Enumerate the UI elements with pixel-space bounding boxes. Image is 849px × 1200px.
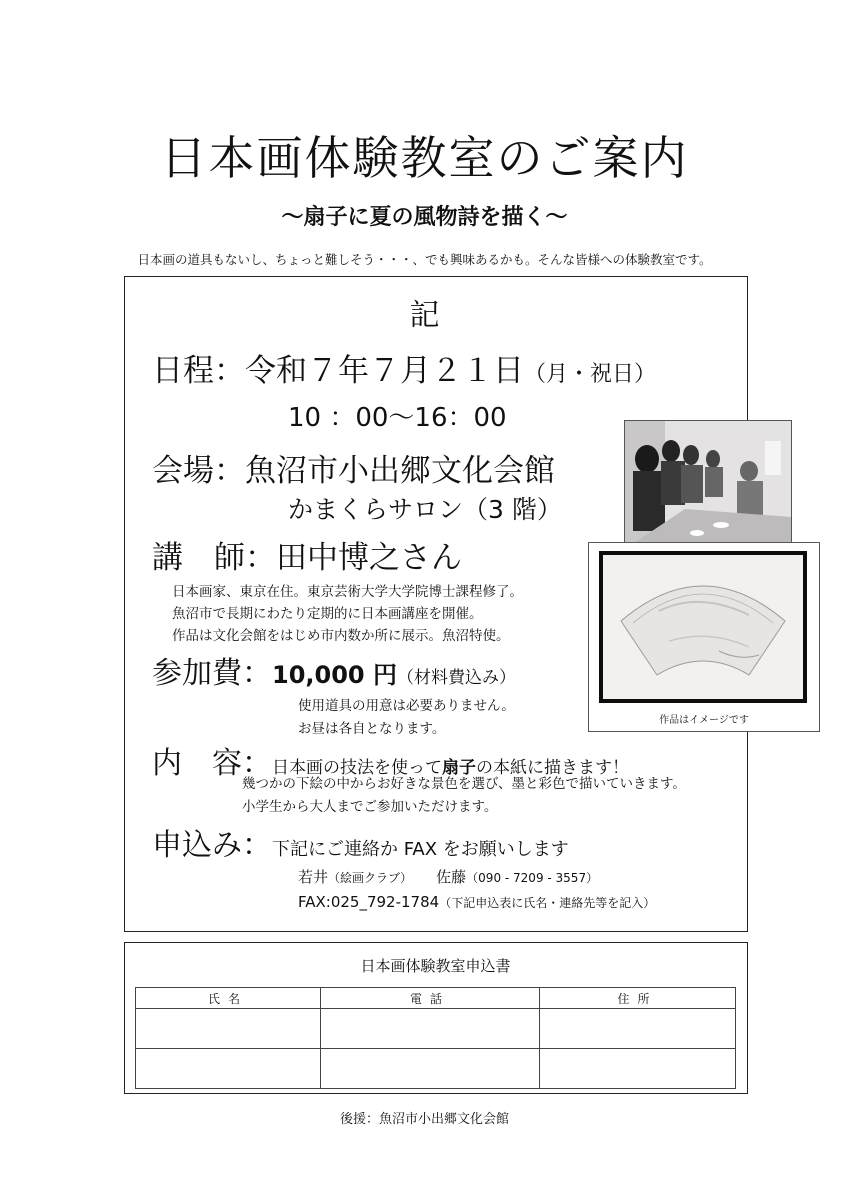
address-cell[interactable] (540, 1009, 736, 1049)
schedule-time: 10 ：00～16：00 (288, 403, 507, 433)
contact-name-2: 佐藤 (436, 868, 467, 886)
table-row (136, 1049, 736, 1089)
name-cell[interactable] (136, 1009, 321, 1049)
phone-cell[interactable] (321, 1049, 540, 1089)
contact-name: 若井 (298, 868, 329, 886)
phone-cell[interactable] (321, 1009, 540, 1049)
fee-label: 参加費： (152, 656, 272, 691)
artwork-photo (599, 551, 807, 703)
page-subtitle: ～扇子に夏の風物詩を描く～ (281, 205, 568, 230)
column-address: 住所 (540, 988, 736, 1009)
form-title: 日本画体験教室申込書 (360, 957, 511, 975)
venue-room: かまくらサロン（3 階） (288, 495, 562, 524)
content-detail: 小学生から大人までご参加いただけます。 (242, 799, 498, 815)
content-label: 内 容： (152, 746, 272, 781)
venue-label: 会場： (152, 453, 245, 489)
fee-row (152, 648, 516, 692)
content-text-pre: 日本画の技法を使って (272, 758, 442, 778)
fee-amount: 10,000 円 (272, 661, 397, 689)
fax-line (298, 893, 655, 911)
schedule-label: 日程： (152, 353, 245, 389)
lecturer-bio-line: 日本画家、東京在住。東京芸術大学大学院博士課程修了。 (172, 584, 523, 600)
fan-artwork-image (599, 551, 807, 703)
fax-note: （下記申込表に氏名・連絡先等を記入） (439, 896, 656, 910)
venue-name: 魚沼市小出郷文化会館 (245, 453, 555, 489)
application-form (124, 942, 748, 1094)
fee-note: （材料費込み） (396, 668, 516, 688)
content-detail: 幾つかの下絵の中からお好きな景色を選び、墨と彩色で描いていきます。 (242, 776, 686, 792)
schedule-row (152, 345, 656, 390)
lecturer-row (152, 532, 462, 577)
name-cell[interactable] (136, 1049, 321, 1089)
fee-detail: お昼は各自となります。 (298, 721, 446, 737)
table-header-row (136, 988, 736, 1009)
column-phone: 電話 (321, 988, 540, 1009)
lecturer-bio-line: 作品は文化会館をはじめ市内数か所に展示。魚沼特使。 (172, 628, 510, 644)
content-text-bold: 扇子 (442, 758, 476, 778)
page-title: 日本画体験教室のご案内 (160, 131, 689, 185)
fax-number: FAX:025_792-1784 (298, 893, 440, 911)
column-name: 氏名 (136, 988, 321, 1009)
class-photo (624, 420, 792, 550)
contact-org: （絵画クラブ） (328, 871, 407, 885)
content-text-post: の本紙に描きます！ (476, 758, 629, 778)
lecturer-label: 講 師： (152, 540, 276, 576)
contact-tel: （090 - 7209 - 3557） (466, 871, 599, 885)
schedule-date: 令和７年７月２１日 (245, 353, 524, 389)
venue-row (152, 445, 555, 490)
apply-row (152, 820, 569, 864)
apply-label: 申込み： (152, 828, 272, 863)
notice-heading: 記 (409, 298, 440, 333)
contact-line (298, 866, 598, 887)
class-photo-image (625, 421, 791, 549)
apply-text: 下記にご連絡か FAX をお願いします (272, 839, 569, 860)
table-row (136, 1009, 736, 1049)
lecturer-name: 田中博之さん (276, 540, 462, 576)
artwork-photo-frame (588, 542, 820, 732)
application-table (135, 987, 736, 1089)
photo-caption: 作品はイメージです (659, 715, 749, 726)
lecturer-bio-line: 魚沼市で長期にわたり定期的に日本画講座を開催。 (172, 606, 483, 622)
schedule-day: （月・祝日） (524, 362, 657, 387)
intro-text: 日本画の道具もないし、ちょっと難しそう・・・、でも興味あるかも。そんな皆様への体験教室です。 (137, 252, 712, 267)
address-cell[interactable] (540, 1049, 736, 1089)
fee-detail: 使用道具の用意は必要ありません。 (298, 698, 515, 714)
support-text: 後援：魚沼市小出郷文化会館 (339, 1112, 509, 1127)
